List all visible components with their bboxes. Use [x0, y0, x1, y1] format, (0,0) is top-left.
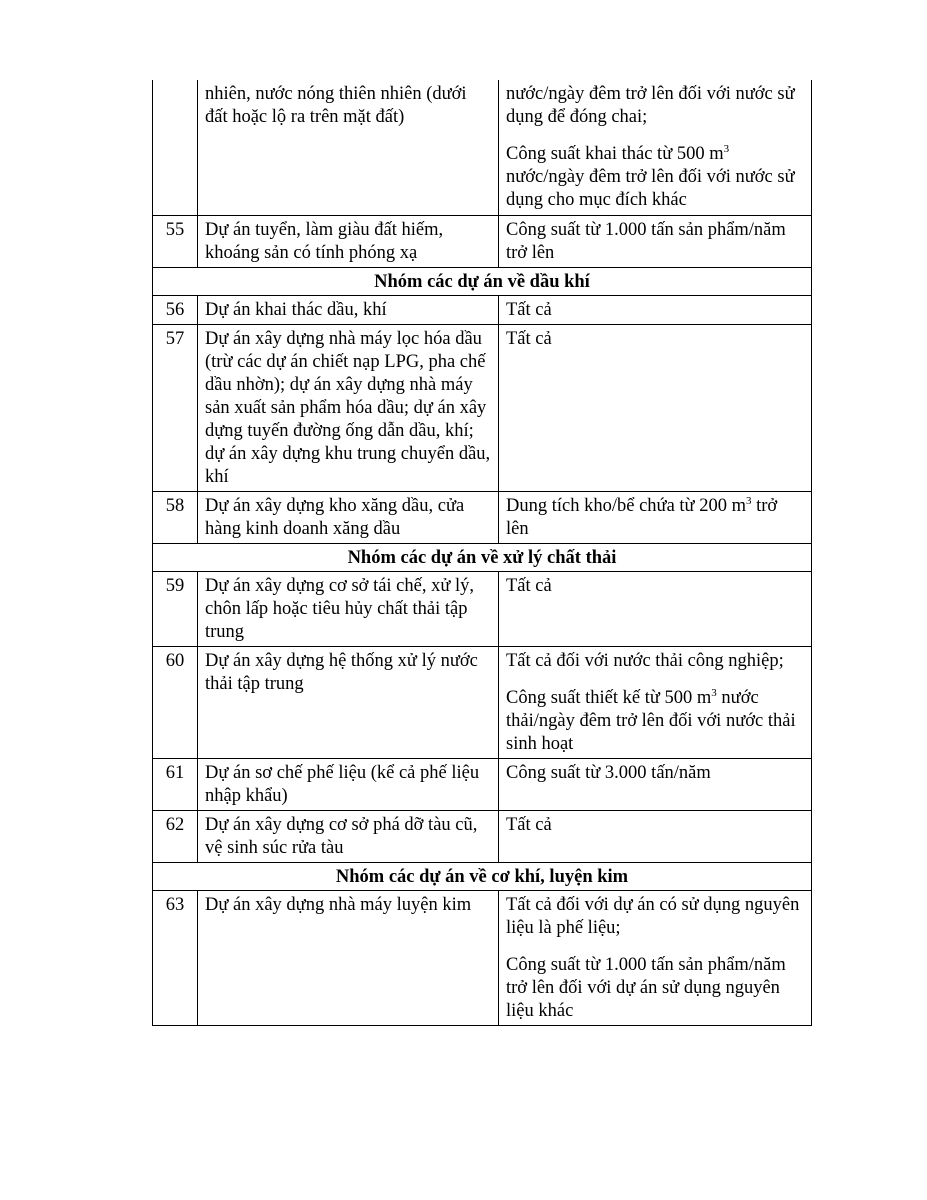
row-number: 60: [153, 646, 198, 758]
scale-text: Tất cả đối với nước thải công nghiệp;: [506, 650, 784, 671]
scale-cell: Dung tích kho/bể chứa từ 200 $m^3$ trở lên: [499, 491, 812, 543]
group-row: [153, 862, 812, 890]
scale-text: Công suất khai thác từ 500 $m^3$ nước/ngày đêm trở lên đối với nước sử dụng cho mục đích khác: [506, 143, 795, 210]
project-cell: Dự án xây dựng nhà máy lọc hóa dầu (trừ các dự án chiết nạp LPG, pha chế dầu nhờn); dự án xây dựng nhà máy sản xuất sản phẩm hóa dầu; dự án xây dựng tuyến đường ống dẫn dầu, khí; dự án xây dựng khu trung chuyển dầu, khí: [198, 324, 499, 491]
table-row: [153, 758, 812, 810]
group-row: [153, 543, 812, 571]
project-cell: Dự án xây dựng nhà máy luyện kim: [198, 890, 499, 1025]
row-number: 57: [153, 324, 198, 491]
project-cell: Dự án tuyển, làm giàu đất hiếm, khoáng sản có tính phóng xạ: [198, 215, 499, 267]
scale-text: Công suất thiết kế từ 500 $m^3$ nước thải/ngày đêm trở lên đối với nước thải sinh hoạt: [506, 686, 796, 754]
row-number: 61: [153, 758, 198, 810]
table-row: [153, 646, 812, 758]
scale-text: Công suất từ 1.000 tấn sản phẩm/năm trở lên đối với dự án sử dụng nguyên liệu khác: [506, 954, 786, 1021]
scale-cell: [499, 646, 812, 758]
row-number: 56: [153, 295, 198, 324]
scale-cell: Tất cả: [499, 571, 812, 646]
project-cell: Dự án xây dựng hệ thống xử lý nước thải tập trung: [198, 646, 499, 758]
table-row: [153, 810, 812, 862]
project-cell: Dự án xây dựng cơ sở phá dỡ tàu cũ, vệ sinh súc rửa tàu: [198, 810, 499, 862]
group-heading: Nhóm các dự án về cơ khí, luyện kim: [153, 862, 812, 890]
table-row: [153, 215, 812, 267]
document-page: [152, 80, 811, 1026]
scale-cell: Công suất từ 1.000 tấn sản phẩm/năm trở lên: [499, 215, 812, 267]
row-number: 63: [153, 890, 198, 1025]
table-row: [153, 295, 812, 324]
scale-cell: Tất cả: [499, 810, 812, 862]
scale-text: Tất cả đối với dự án có sử dụng nguyên liệu là phế liệu;: [506, 894, 800, 938]
scale-text: nước/ngày đêm trở lên đối với nước sử dụng để đóng chai;: [506, 84, 795, 127]
table-row: [153, 491, 812, 543]
scale-cell: Công suất từ 3.000 tấn/năm: [499, 758, 812, 810]
table-row: [153, 890, 812, 1025]
scale-cell: Tất cả: [499, 295, 812, 324]
project-cell: Dự án xây dựng kho xăng dầu, cửa hàng kinh doanh xăng dầu: [198, 491, 499, 543]
table-row: [153, 571, 812, 646]
project-table: [152, 80, 812, 1026]
row-number: 62: [153, 810, 198, 862]
project-cell: Dự án xây dựng cơ sở tái chế, xử lý, chôn lấp hoặc tiêu hủy chất thải tập trung: [198, 571, 499, 646]
row-number: 58: [153, 491, 198, 543]
scale-cell: [499, 890, 812, 1025]
scale-cell: [499, 80, 812, 215]
row-number: 55: [153, 215, 198, 267]
row-number: 59: [153, 571, 198, 646]
group-heading: Nhóm các dự án về xử lý chất thải: [153, 543, 812, 571]
row-number-cell: [153, 80, 198, 215]
project-cell: Dự án sơ chế phế liệu (kể cả phế liệu nhập khẩu): [198, 758, 499, 810]
scale-cell: Tất cả: [499, 324, 812, 491]
table-row: [153, 324, 812, 491]
group-row: [153, 267, 812, 295]
project-cell: nhiên, nước nóng thiên nhiên (dưới đất hoặc lộ ra trên mặt đất): [198, 80, 499, 215]
group-heading: Nhóm các dự án về dầu khí: [153, 267, 812, 295]
table-row: [153, 80, 812, 215]
project-cell: Dự án khai thác dầu, khí: [198, 295, 499, 324]
